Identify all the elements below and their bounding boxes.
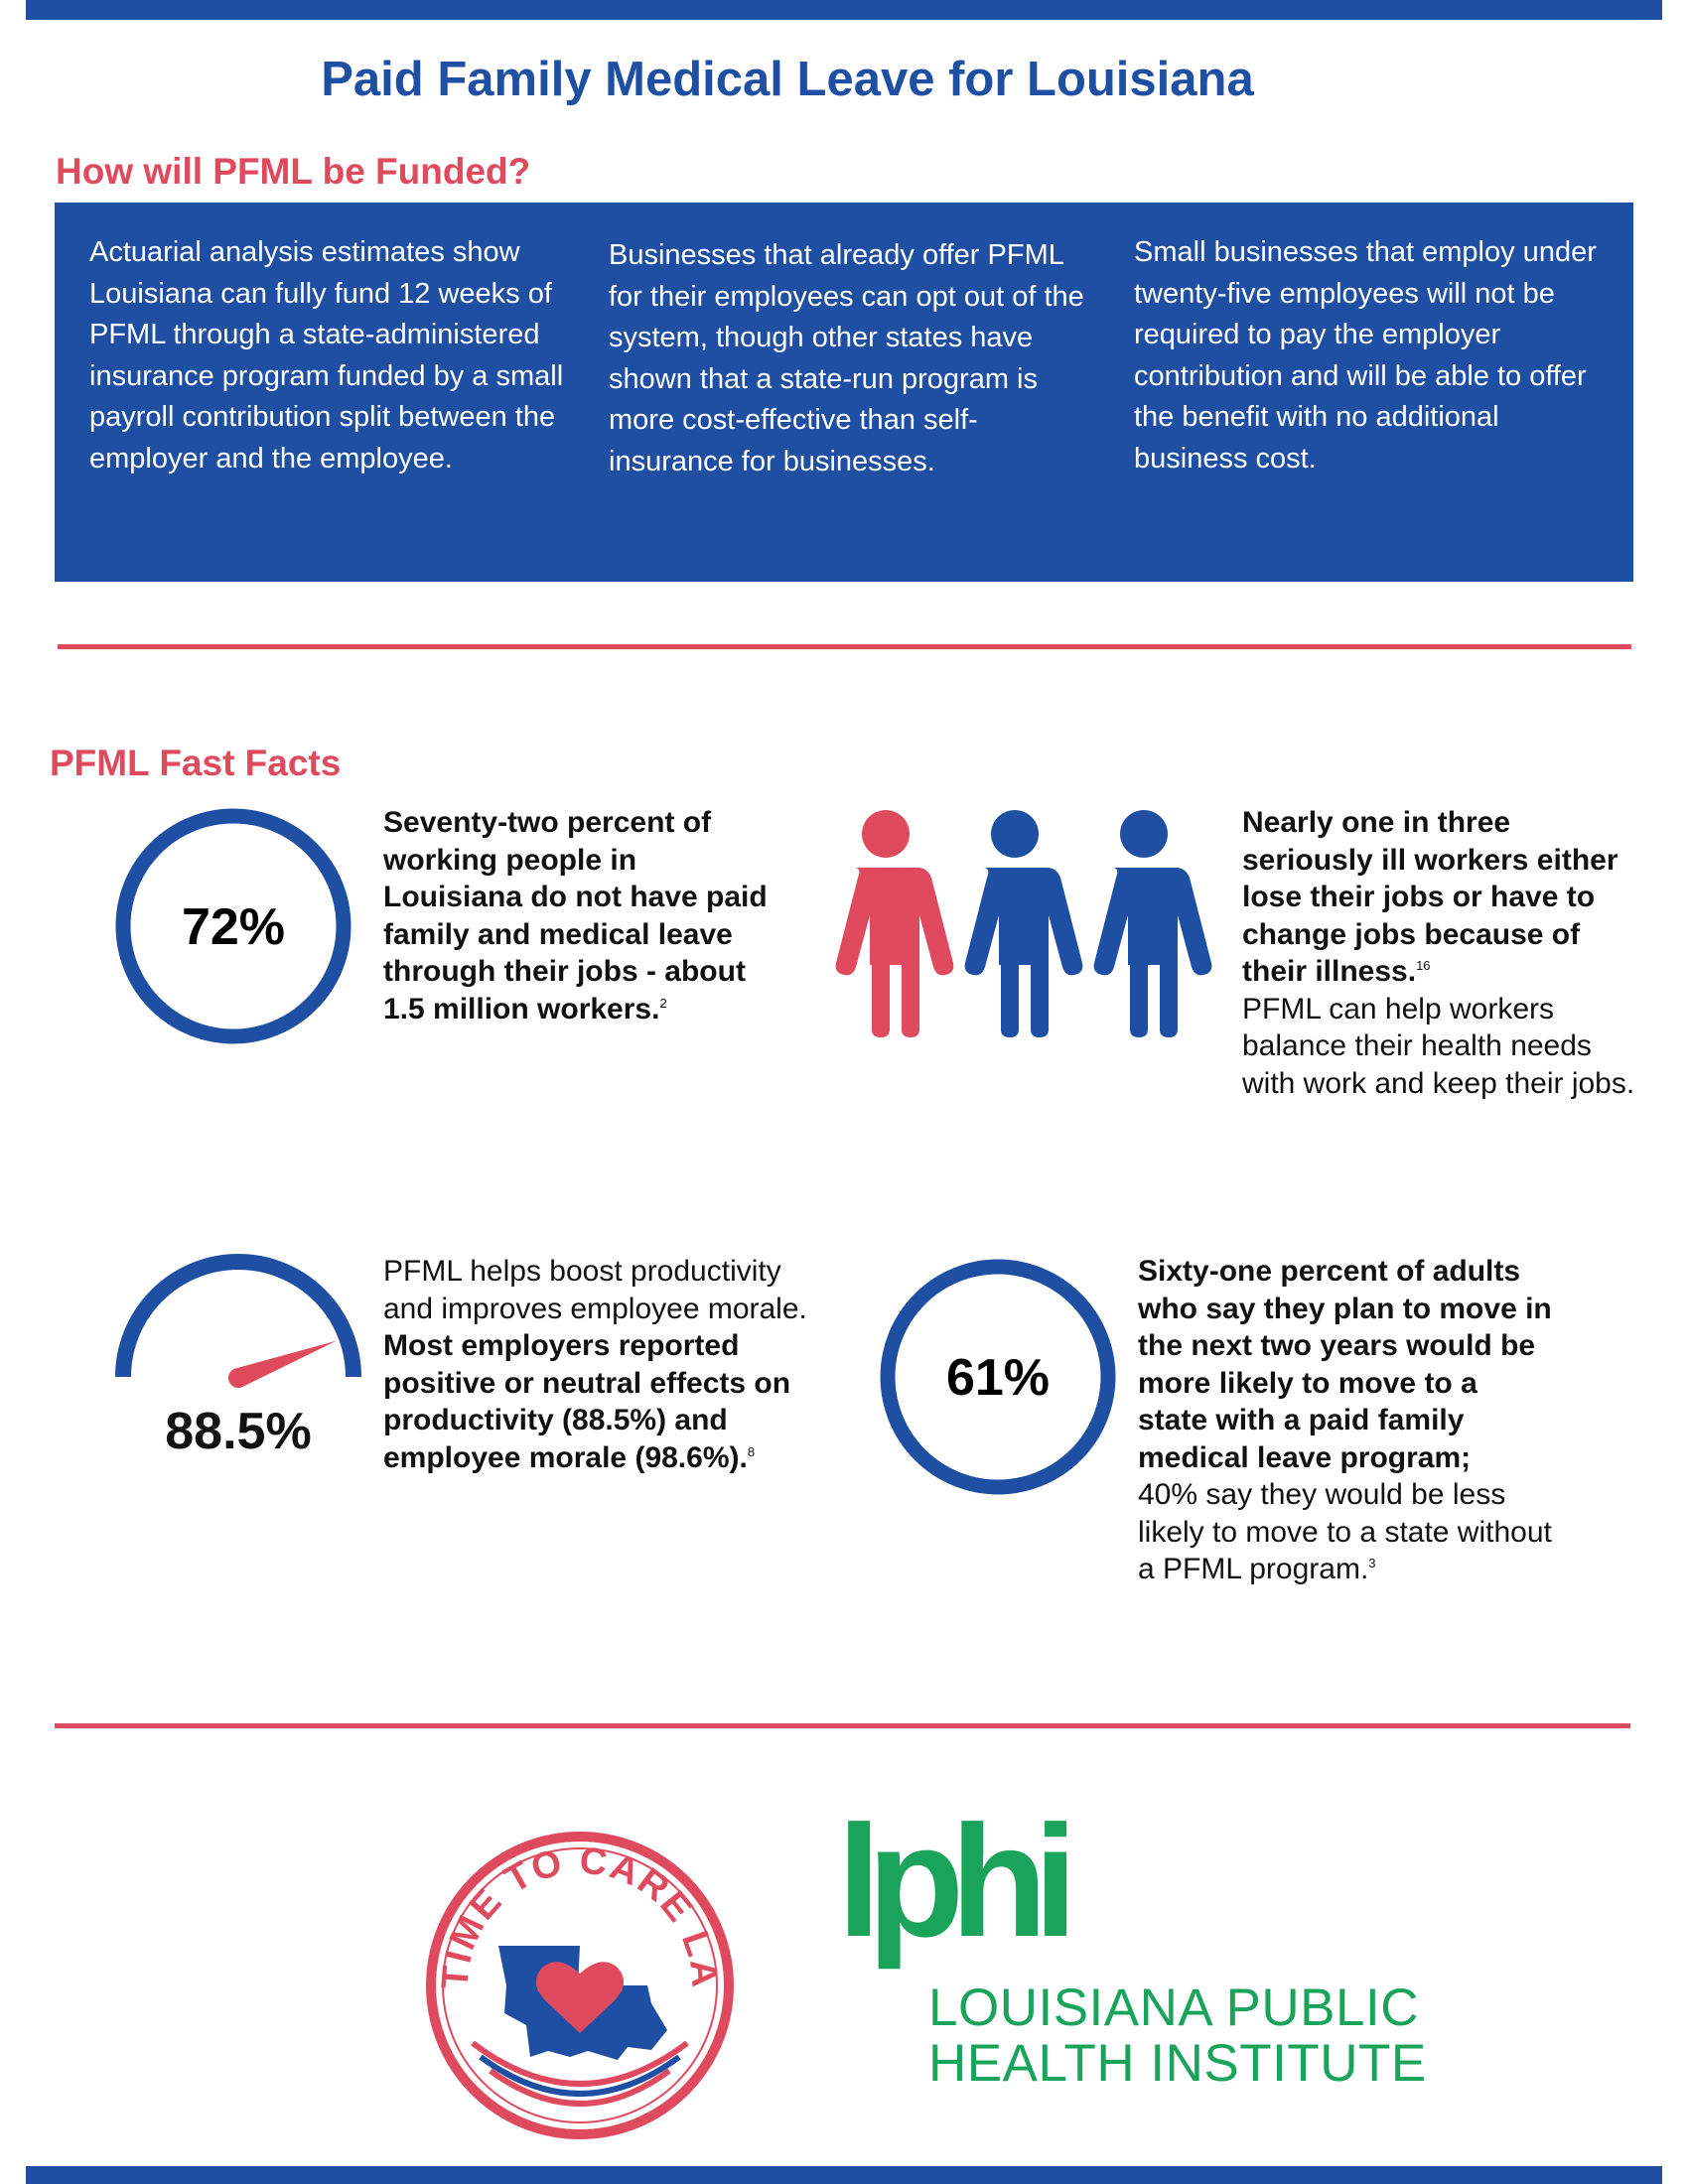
funding-col-2: Businesses that already offer PFML for their employees can opt out of the system, though other states have shown that a state-run program is more cost-effective than self-insurance for businesses. (609, 239, 1084, 478)
fact-61-regular: 40% say they would be less likely to move to a state without a PFML program. (1138, 1478, 1552, 1585)
ring-61-label: 61% (945, 1349, 1051, 1407)
fact-72-ref: 2 (659, 995, 667, 1011)
fact-gauge-bold: Most employers reported positive or neutral effects on productivity (88.5%) and employee morale (98.6%). (383, 1329, 791, 1474)
top-bar (26, 0, 1662, 20)
funding-col-1: Actuarial analysis estimates show Louisiana can fully fund 12 weeks of PFML through a state-administered insurance program funded by a small payroll contribution split between the employer and the employee. (89, 236, 564, 475)
lphi-line-2: HEALTH INSTITUTE (928, 2034, 1427, 2093)
gauge-label: 88.5% (165, 1403, 312, 1460)
people-icon (824, 806, 1221, 1039)
fast-facts-heading: PFML Fast Facts (50, 743, 342, 783)
fact-people-ref: 16 (1416, 958, 1431, 973)
fact-gauge-ref: 8 (747, 1443, 756, 1459)
divider-2 (55, 1723, 1630, 1728)
fact-61-bold: Sixty-one percent of adults who say they plan to move in the next two years would be more likely to move to a state with a paid family medical leave program; (1138, 1255, 1552, 1474)
lphi-mark-text: lphi (837, 1819, 1064, 1970)
gauge (109, 1253, 367, 1392)
funding-box (55, 203, 1633, 582)
lphi-text (928, 1980, 1445, 2092)
lphi-line-1: LOUISIANA PUBLIC (928, 1979, 1420, 2037)
ring-72 (109, 802, 357, 1050)
funding-col-3: Small businesses that employ under twenty-five employees will not be required to pay the employer contribution and will be able to offer the benefit with no additional business cost. (1134, 236, 1597, 475)
divider-1 (58, 644, 1631, 649)
fact-72-bold: Seventy-two percent of working people in Louisiana do not have paid family and medical leave through their jobs - about 1.5 million workers. (383, 806, 768, 1025)
fact-people-text (1242, 804, 1649, 1102)
person-blue-icon-1 (965, 810, 1083, 1037)
time-to-care-logo (421, 1827, 739, 2144)
bottom-bar (26, 2166, 1662, 2184)
fact-61-text (1138, 1253, 1555, 1588)
gauge-needle (225, 1331, 341, 1391)
fact-72-text (383, 804, 780, 1027)
ring-61 (874, 1253, 1122, 1501)
fact-gauge-text (383, 1253, 810, 1476)
fact-gauge-regular: PFML helps boost productivity and improves employee morale. (383, 1255, 807, 1325)
fact-61-ref: 3 (1368, 1556, 1376, 1570)
person-blue-icon-2 (1094, 810, 1212, 1037)
lphi-logo-mark (837, 1819, 1125, 1978)
ring-72-label: 72% (181, 898, 286, 956)
ttc-logo-text: TIME TO CARE LA (434, 1840, 726, 1991)
gauge-arc (123, 1262, 353, 1377)
person-red-icon (836, 810, 954, 1037)
fact-people-regular: PFML can help workers balance their health needs with work and keep their jobs. (1242, 992, 1635, 1100)
funding-heading: How will PFML be Funded? (56, 151, 531, 192)
page-title: Paid Family Medical Leave for Louisiana (321, 53, 1254, 106)
fact-people-bold: Nearly one in three seriously ill workers either lose their jobs or have to change jobs because of their illness. (1242, 806, 1618, 988)
